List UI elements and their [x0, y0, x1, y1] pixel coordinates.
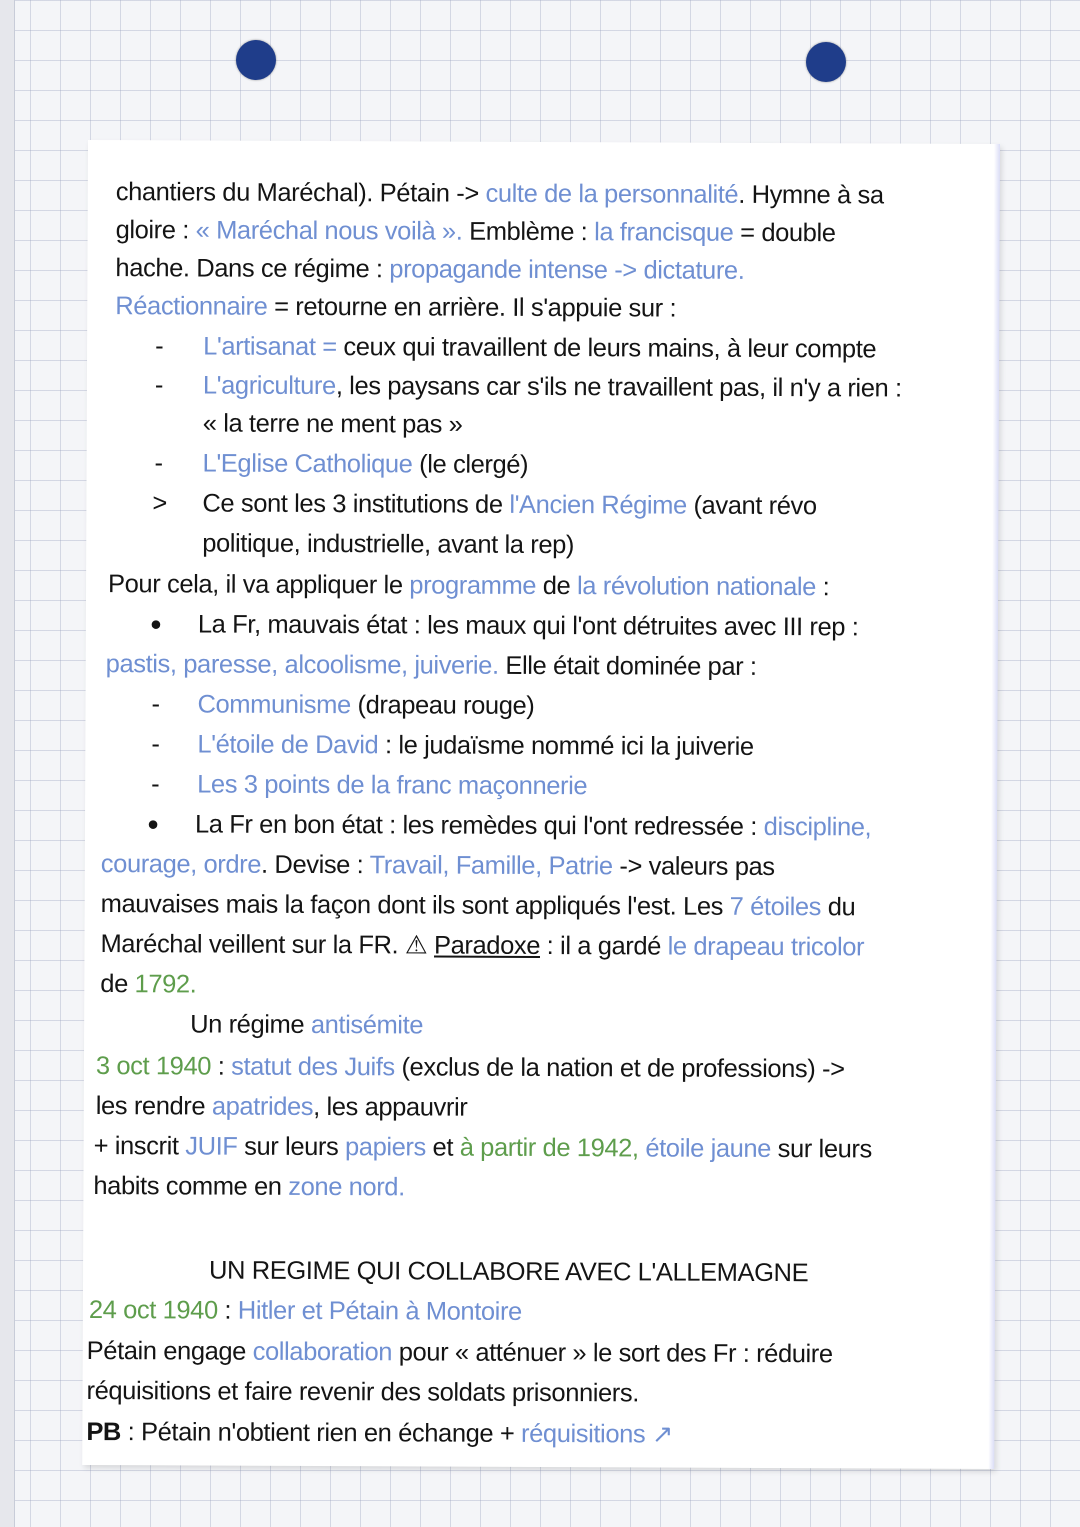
punch-hole-right — [806, 42, 846, 82]
highlight-term: courage, ordre — [100, 850, 262, 879]
highlight-term: propagande intense -> dictature. — [389, 255, 745, 285]
bullet-text: La Fr, mauvais état : les maux qui l'ont détruites avec III rep : — [197, 610, 859, 642]
list-item — [202, 488, 816, 523]
highlight-term: programme — [409, 571, 537, 600]
text: , les paysans car s'ils ne travaillent pas, il n'y a rien : — [335, 372, 902, 403]
text-line — [93, 1170, 405, 1203]
text-line — [100, 968, 196, 1000]
text: . Hymne à sa — [738, 180, 884, 210]
highlight-term: pastis, paresse, alcoolisme, juiverie. — [105, 650, 499, 680]
highlight-term: culte de la personnalité — [485, 179, 739, 209]
text: La Fr en bon état : les remèdes qui l'ont redressée : — [194, 810, 764, 841]
text: sur leurs — [770, 1134, 872, 1164]
list-marker: - — [154, 449, 163, 478]
highlight-term: zone nord. — [288, 1172, 405, 1202]
highlight-term: le drapeau tricolor — [667, 932, 865, 962]
highlight-term: statut des Juifs — [231, 1052, 395, 1082]
section-heading: UN REGIME QUI COLLABORE AVEC L'ALLEMAGNE — [209, 1256, 809, 1288]
highlight-term: JUIF — [185, 1132, 238, 1161]
list-item — [203, 448, 529, 481]
text: hache. Dans ce régime : — [115, 254, 390, 284]
text-line — [115, 252, 744, 287]
highlight-term: Communisme — [197, 690, 351, 720]
text: : — [217, 1296, 238, 1325]
text-line — [115, 290, 676, 324]
text: gloire : — [115, 216, 196, 245]
text: = retourne en arrière. Il s'appuie sur : — [267, 292, 677, 323]
text-line — [89, 1294, 522, 1328]
text: (avant révo — [686, 491, 817, 521]
highlight-term: Hitler et Pétain à Montoire — [237, 1296, 522, 1326]
text: Maréchal veillent sur la FR. ⚠ — [100, 930, 435, 960]
list-item — [197, 688, 534, 721]
highlight-term: « Maréchal nous voilà ». — [195, 216, 463, 246]
text: les rendre — [95, 1092, 212, 1121]
highlight-term: apatrides — [211, 1092, 314, 1121]
text-line — [116, 176, 884, 211]
text: sur leurs — [237, 1132, 346, 1162]
text: de — [100, 970, 135, 999]
text-line — [108, 568, 829, 603]
highlight-term: l'Ancien Régime — [509, 490, 687, 520]
text: + inscrit — [93, 1132, 186, 1161]
text-line — [87, 1335, 833, 1370]
highlight-term: réquisitions ↗ — [521, 1419, 673, 1449]
text-line — [101, 888, 856, 923]
text: chantiers du Maréchal). Pétain -> — [115, 178, 486, 208]
highlight-term: étoile jaune — [645, 1134, 772, 1163]
highlight-term: L'artisanat = — [203, 332, 337, 362]
highlight-term: collaboration — [252, 1337, 393, 1367]
text: : — [211, 1052, 232, 1081]
bullet-marker: ● — [149, 613, 162, 636]
highlight-term: L'agriculture — [202, 371, 336, 401]
highlight-term: Travail, Famille, Patrie — [369, 851, 613, 881]
highlight-term: L'Eglise Catholique — [202, 449, 413, 479]
text: Elle était dominée par : — [498, 651, 757, 681]
text-line — [96, 1090, 468, 1124]
text: et — [425, 1133, 460, 1162]
text-line — [94, 1130, 872, 1165]
list-marker: - — [151, 730, 160, 759]
list-item: Les 3 points de la franc maçonnerie — [197, 770, 588, 801]
text: Pétain engage — [86, 1337, 253, 1366]
text: mauvaises mais la façon dont ils sont appliqués l'est. Les — [100, 890, 730, 921]
date-highlight: 1792. — [134, 970, 197, 999]
label-pb: PB — [86, 1418, 122, 1447]
list-marker: - — [155, 332, 164, 361]
note-content — [82, 140, 1000, 1469]
text: : Pétain n'obtient rien en échange + — [120, 1418, 522, 1448]
highlight-term: Réactionnaire — [115, 292, 268, 321]
text: = double — [733, 218, 836, 248]
text: Pour cela, il va appliquer le — [108, 570, 410, 600]
highlight-term: discipline, — [763, 812, 872, 842]
punch-hole-left — [236, 40, 276, 80]
date-highlight: 24 oct 1940 — [88, 1296, 218, 1325]
list-item-continuation: « la terre ne ment pas » — [202, 409, 463, 439]
note-sheet — [82, 140, 1000, 1469]
text: -> valeurs pas — [612, 852, 775, 882]
text: , les appauvrir — [313, 1092, 468, 1122]
text: habits comme en — [93, 1172, 289, 1201]
list-marker: - — [154, 371, 164, 400]
text: Emblème : — [462, 217, 595, 247]
text: Un régime — [190, 1010, 311, 1039]
highlight-term: L'étoile de David — [197, 730, 379, 760]
text: (le clergé) — [412, 450, 529, 479]
bullet-text — [195, 808, 871, 843]
highlight-term: papiers — [345, 1133, 426, 1162]
bullet-marker: ● — [146, 813, 159, 836]
text-line — [100, 928, 864, 963]
highlight-term: antisémite — [310, 1010, 424, 1040]
text: . Devise : — [261, 850, 370, 880]
text: : il a gardé — [539, 931, 668, 961]
text: : — [815, 573, 830, 602]
text-line — [101, 848, 775, 883]
highlight-term: la francisque — [594, 218, 734, 247]
list-marker: > — [152, 489, 167, 518]
text: Ce sont les 3 institutions de — [202, 489, 510, 519]
text: pour « atténuer » le sort des Fr : réduire — [392, 1338, 833, 1369]
text-line — [96, 1050, 845, 1085]
list-item — [203, 370, 902, 405]
text: du — [821, 893, 856, 922]
underlined-term: Paradoxe — [434, 931, 541, 960]
text: : le judaïsme nommé ici la juiverie — [378, 731, 754, 761]
text: ceux qui travaillent de leurs mains, à leur compte — [336, 333, 877, 364]
list-item — [203, 331, 876, 366]
text: (exclus de la nation et de professions) -> — [394, 1053, 845, 1084]
highlight-term: 7 étoiles — [729, 892, 822, 922]
text-line — [86, 1416, 673, 1451]
date-highlight: 3 oct 1940 — [95, 1052, 212, 1081]
text-line: réquisitions et faire revenir des soldats prisonniers. — [86, 1377, 640, 1408]
list-item — [197, 728, 753, 762]
text-line — [106, 648, 757, 683]
text: de — [536, 571, 578, 601]
list-marker: - — [151, 770, 160, 799]
notebook-edge — [0, 0, 15, 1527]
date-highlight: à partir de 1942, — [459, 1133, 639, 1163]
text-line — [116, 214, 836, 249]
text: (drapeau rouge) — [350, 691, 535, 720]
list-marker: - — [151, 690, 160, 719]
highlight-term: la révolution nationale — [576, 572, 816, 602]
section-subtitle — [190, 1008, 423, 1041]
list-item-continuation: politique, industrielle, avant la rep) — [202, 529, 575, 560]
